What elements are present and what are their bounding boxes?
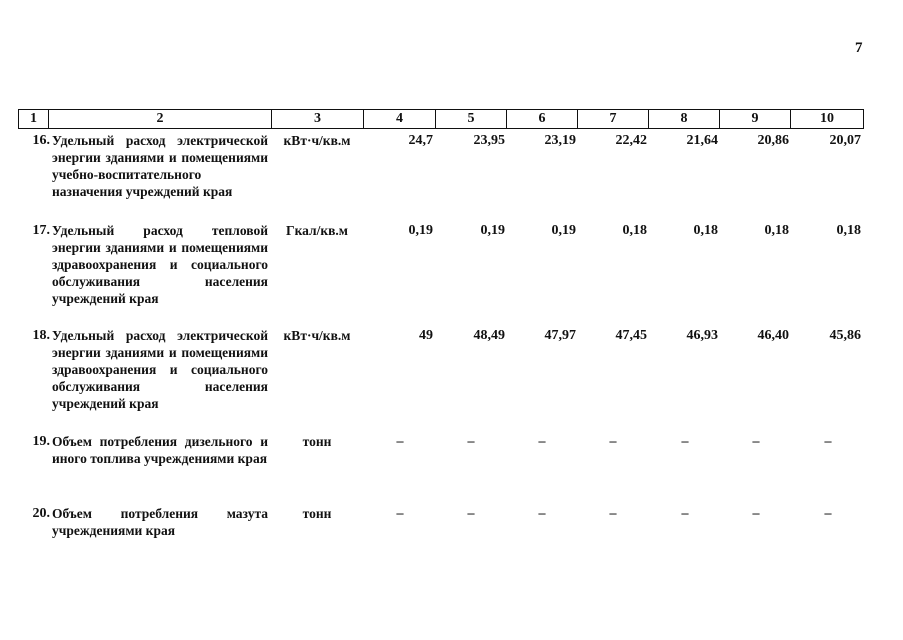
header-cell: 7 [577, 109, 649, 129]
value-cell: – [752, 434, 760, 449]
header-cell: 2 [48, 109, 272, 129]
value-cell: – [609, 434, 617, 449]
row-description: Объем потребления дизельного и иного топлива учреждениями края [52, 434, 268, 466]
value-cell: 22,42 [615, 133, 647, 148]
header-cell: 8 [648, 109, 720, 129]
value-cell: 23,19 [544, 133, 576, 148]
page-number: 7 [855, 40, 863, 56]
row-description: Объем потребления мазута учреждениями края [52, 506, 268, 538]
row-number: 18. [32, 328, 50, 343]
row-number: 19. [32, 434, 50, 449]
value-cell: 21,64 [686, 133, 718, 148]
header-cell: 9 [719, 109, 791, 129]
value-cell: – [467, 506, 475, 521]
row-unit: тонн [302, 434, 332, 449]
header-cell: 3 [271, 109, 364, 129]
value-cell: – [467, 434, 475, 449]
header-cell: 1 [18, 109, 49, 129]
row-description: Удельный расход электрической энергии зданиями и помещениями здравоохранения и социального обслуживания населения учреждений края [52, 328, 268, 411]
value-cell: 48,49 [473, 328, 505, 343]
row-description: Удельный расход электрической энергии зданиями и помещениями учебно-воспитательного назначения учреждений края [52, 133, 268, 199]
row-number: 16. [32, 133, 50, 148]
header-cell: 4 [363, 109, 436, 129]
value-cell: – [752, 506, 760, 521]
value-cell: – [609, 506, 617, 521]
value-cell: – [824, 434, 832, 449]
value-cell: – [538, 434, 546, 449]
value-cell: – [538, 506, 546, 521]
value-cell: 49 [419, 328, 433, 343]
value-cell: 0,19 [480, 223, 505, 238]
value-cell: 24,7 [408, 133, 433, 148]
value-cell: 47,45 [615, 328, 647, 343]
value-cell: 45,86 [829, 328, 861, 343]
row-unit: кВт·ч/кв.м [283, 328, 351, 343]
value-cell: 0,18 [836, 223, 861, 238]
value-cell: – [824, 506, 832, 521]
value-cell: 23,95 [473, 133, 505, 148]
value-cell: 0,19 [551, 223, 576, 238]
value-cell: 0,19 [408, 223, 433, 238]
header-cell: 6 [506, 109, 578, 129]
value-cell: 46,93 [686, 328, 718, 343]
row-number: 17. [32, 223, 50, 238]
value-cell: – [681, 434, 689, 449]
table-header-row [18, 109, 864, 129]
row-description: Удельный расход тепловой энергии зданиями и помещениями здравоохранения и социального обслуживания населения учреждений края [52, 223, 268, 306]
value-cell: 20,07 [829, 133, 861, 148]
value-cell: – [396, 506, 404, 521]
row-unit: кВт·ч/кв.м [283, 133, 351, 148]
row-number: 20. [32, 506, 50, 521]
value-cell: 0,18 [764, 223, 789, 238]
value-cell: 0,18 [693, 223, 718, 238]
header-cell: 10 [790, 109, 864, 129]
value-cell: – [396, 434, 404, 449]
value-cell: 46,40 [757, 328, 789, 343]
value-cell: 47,97 [544, 328, 576, 343]
value-cell: 20,86 [757, 133, 789, 148]
row-unit: Гкал/кв.м [286, 223, 348, 238]
value-cell: 0,18 [622, 223, 647, 238]
value-cell: – [681, 506, 689, 521]
row-unit: тонн [302, 506, 332, 521]
header-cell: 5 [435, 109, 507, 129]
